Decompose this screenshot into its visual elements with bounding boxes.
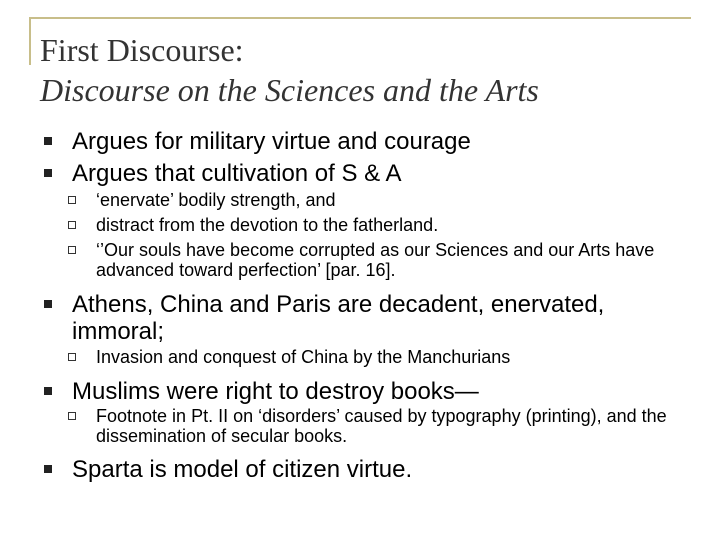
bullet-marker xyxy=(44,387,52,395)
sub-bullet-marker xyxy=(68,246,76,254)
bullet-item: Sparta is model of citizen virtue. xyxy=(72,456,413,483)
bullet-marker xyxy=(44,300,52,308)
bullet-marker xyxy=(44,137,52,145)
sub-bullet-marker xyxy=(68,196,76,204)
bullet-item: Athens, China and Paris are decadent, enervated, immoral; xyxy=(72,291,605,345)
sub-bullet-item: ‘’Our souls have become corrupted as our Sciences and our Arts have advanced toward perfection’ [par. 16]. xyxy=(96,240,655,280)
bullet-marker xyxy=(44,169,52,177)
bullet-item: Argues that cultivation of S & A xyxy=(72,160,402,187)
sub-bullet-marker xyxy=(68,353,76,361)
sub-bullet-marker xyxy=(68,221,76,229)
bullet-marker xyxy=(44,465,52,473)
sub-bullet-item: distract from the devotion to the fatherland. xyxy=(96,215,439,235)
sub-bullet-item: Invasion and conquest of China by the Manchurians xyxy=(96,347,511,367)
sub-bullet-marker xyxy=(68,412,76,420)
title-line-1: First Discourse: xyxy=(40,32,244,68)
sub-bullet-item: Footnote in Pt. II on ‘disorders’ caused by typography (printing), and the dissemination of secular books. xyxy=(96,406,667,446)
bullet-item: Argues for military virtue and courage xyxy=(72,128,471,155)
title-line-2: Discourse on the Sciences and the Arts xyxy=(40,72,539,108)
bullet-item: Muslims were right to destroy books— xyxy=(72,378,479,405)
sub-bullet-item: ‘enervate’ bodily strength, and xyxy=(96,190,336,210)
